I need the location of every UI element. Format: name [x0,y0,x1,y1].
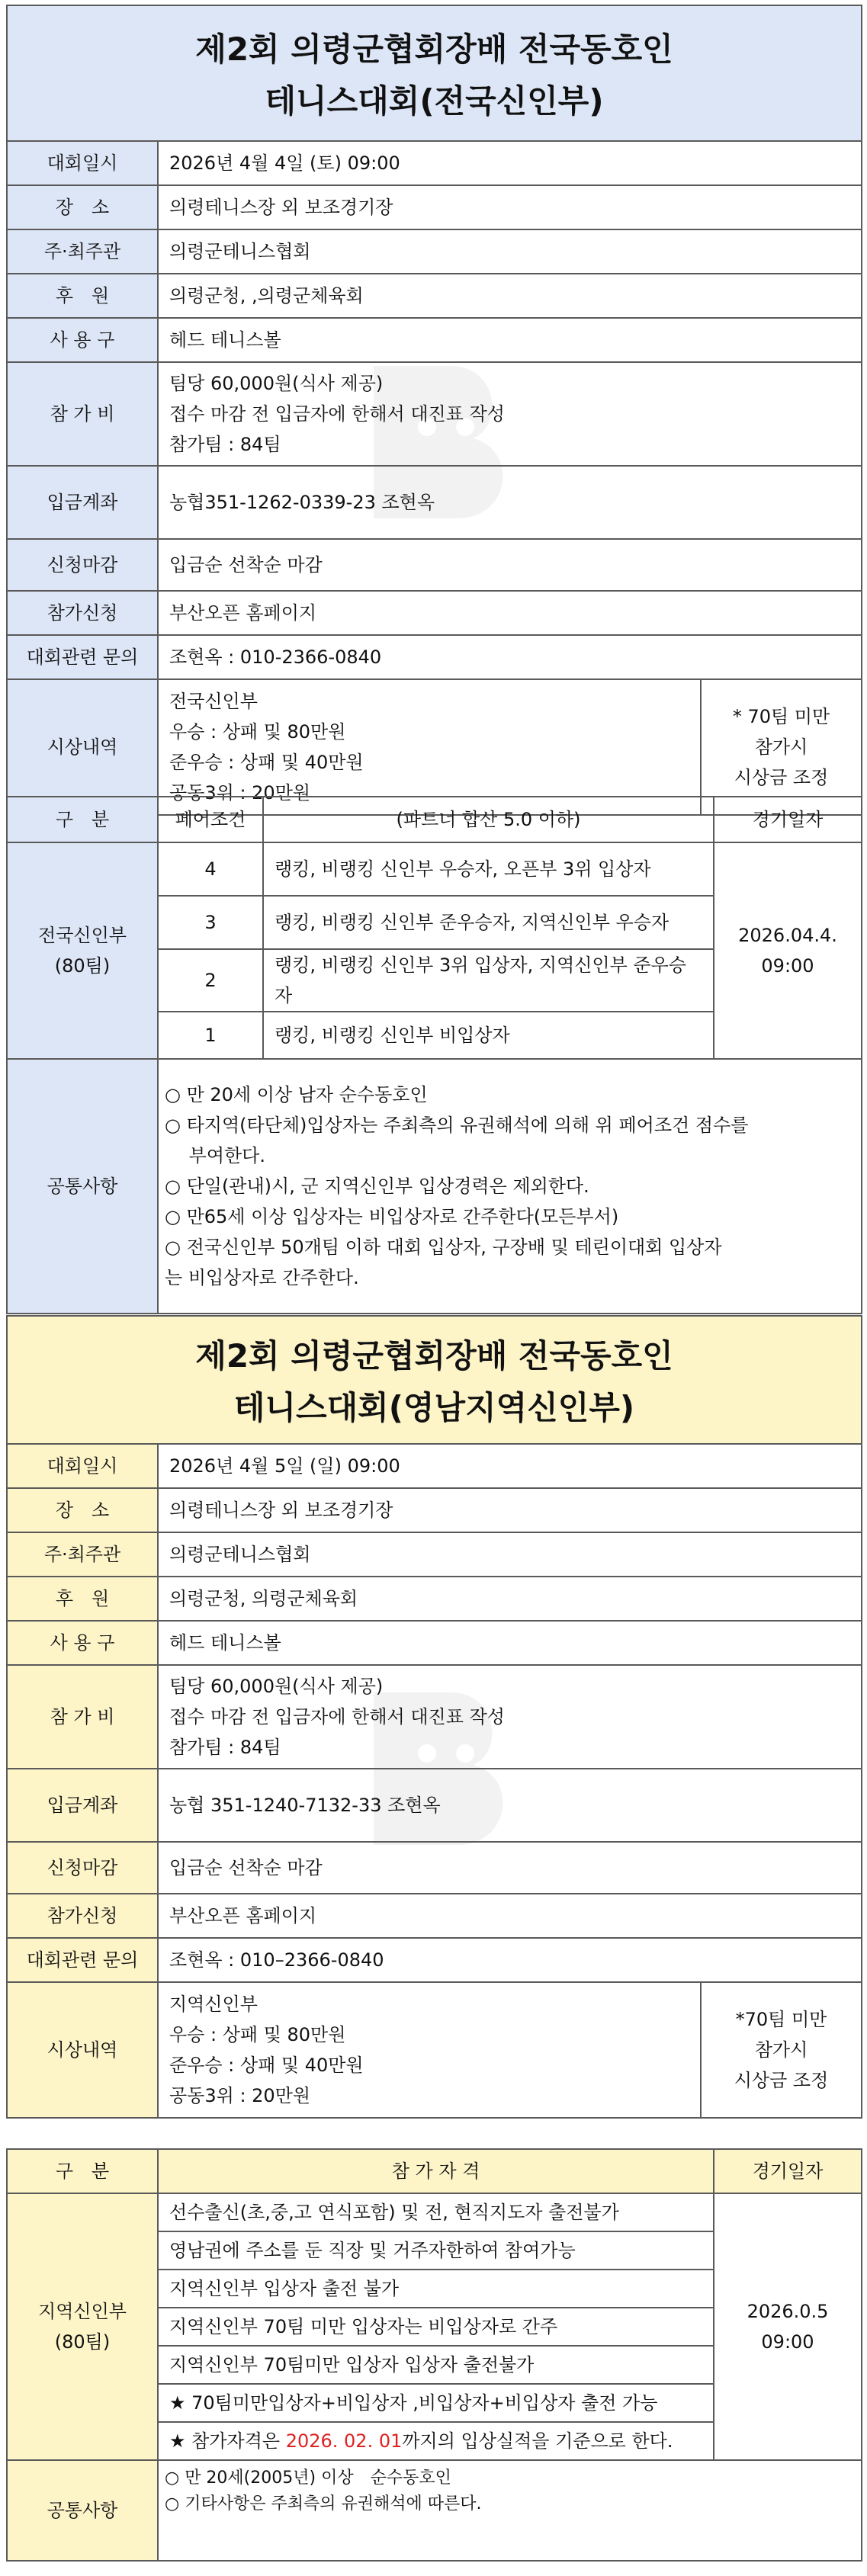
game-time: 09:00 [761,2331,814,2353]
basis-prefix: ★ 참가자격은 [169,2430,286,2452]
qualification-rule: 선수출신(초,중,고 연식포함) 및 전, 현직지도자 출전불가 [158,2193,714,2231]
label-place: 장 소 [7,1488,158,1532]
prize-note-line: 시상금 조정 [734,2070,829,2091]
label-date: 대회일시 [7,141,158,185]
common-note: ○ 단일(관내)시, 군 지역신인부 입상경력은 제외한다. [165,1176,589,1197]
label-apply: 참가신청 [7,591,158,635]
value-prize [158,1982,701,2118]
value-host: 의령군테니스협회 [158,229,862,274]
common-label: 공통사항 [7,2460,158,2561]
value-ball: 헤드 테니스볼 [158,1621,862,1665]
value-fee [158,362,862,466]
common-note: ○ 전국신인부 50개팀 이하 대회 입상자, 구장배 및 테린이대회 입상자 [165,1237,722,1258]
label-contact: 대회관련 문의 [7,1938,158,1982]
division-cell [7,2193,158,2460]
value-apply: 부산오픈 홈페이지 [158,1894,862,1938]
prize-note [701,679,862,815]
header-category: 구 분 [7,797,158,842]
label-fee: 참 가 비 [7,362,158,466]
game-date-cell [714,842,862,1059]
value-host: 의령군테니스협회 [158,1532,862,1577]
prize-line: 준우승 : 상패 및 40만원 [169,752,364,773]
value-account: 농협351-1262-0339-23 조현옥 [158,466,862,539]
header-qualification: 참 가 자 격 [158,2149,714,2193]
common-notes [158,1059,862,1314]
info-table-national [6,5,862,816]
label-host: 주·최주관 [7,229,158,274]
game-time: 09:00 [761,955,814,977]
value-sponsor: 의령군청, 의령군체육회 [158,1577,862,1621]
pair-condition: 랭킹, 비랭킹 신인부 3위 입상자, 지역신인부 준우승자 [263,949,714,1012]
prize-note [701,1982,862,2118]
title-line-2: 테니스대회(영남지역신인부) [233,1389,635,1426]
value-apply: 부산오픈 홈페이지 [158,591,862,635]
value-place: 의령테니스장 외 보조경기장 [158,185,862,229]
qualification-rule: 지역신인부 70팀미만 입상자 입상자 출전불가 [158,2346,714,2384]
label-deadline: 신청마감 [7,1842,158,1894]
value-contact: 조현옥 : 010–2366-0840 [158,1938,862,1982]
prize-line: 우승 : 상패 및 80만원 [169,721,346,743]
division-count: (80팀) [54,955,111,977]
title-line-1: 제2회 의령군협회장배 전국동호인 [195,1337,673,1375]
label-place: 장 소 [7,185,158,229]
header-category: 구 분 [7,2149,158,2193]
page-title [7,5,862,141]
label-deadline: 신청마감 [7,539,158,591]
common-notes [158,2460,862,2561]
prize-note-line: 참가시 [754,2039,808,2061]
qualification-rule: 영남권에 주소를 둔 직장 및 거주자한하여 참여가능 [158,2231,714,2270]
value-fee [158,1665,862,1769]
common-note: ○ 만 20세(2005년) 이상 순수동호인 [165,2469,451,2488]
title-line-1: 제2회 의령군협회장배 전국동호인 [195,30,673,68]
prize-note-line: 시상금 조정 [734,767,829,788]
value-contact: 조현옥 : 010-2366-0840 [158,635,862,679]
qualification-rule: 지역신인부 입상자 출전 불가 [158,2270,714,2308]
value-account: 농협 351-1240-7132-33 조현옥 [158,1769,862,1842]
value-date: 2026년 4월 4일 (토) 09:00 [158,141,862,185]
prize-line: 공동3위 : 20만원 [169,2085,311,2106]
value-date: 2026년 4월 5일 (일) 09:00 [158,1444,862,1488]
qualification-rule: 지역신인부 70팀 미만 입상자는 비입상자로 간주 [158,2308,714,2346]
value-sponsor: 의령군청, ,의령군체육회 [158,274,862,318]
prize-note-line: * 70팀 미만 [732,706,830,727]
game-date: 2026.04.4. [738,925,837,946]
game-date-cell [714,2193,862,2460]
label-account: 입금계좌 [7,466,158,539]
prize-note-line: 참가시 [754,736,808,758]
common-note: 는 비입상자로 간주한다. [165,1267,359,1288]
pair-score: 4 [158,842,263,896]
basis-date: 2026. 02. 01 [285,2430,403,2452]
common-note: ○ 만65세 이상 입상자는 비입상자로 간주한다(모든부서) [165,1206,619,1227]
value-ball: 헤드 테니스볼 [158,318,862,362]
title-line-2: 테니스대회(전국신인부) [265,82,604,120]
common-note: 부여한다. [165,1145,265,1166]
pair-condition-table [6,796,862,1314]
label-ball: 사 용 구 [7,1621,158,1665]
prize-line: 우승 : 상패 및 80만원 [169,2024,346,2045]
common-note: ○ 타지역(타단체)입상자는 주최측의 유권해석에 의해 위 페어조건 점수를 [165,1115,749,1136]
prize-line: 전국신인부 [169,691,258,712]
prize-line: 공동3위 : 20만원 [169,782,311,804]
label-prize: 시상내역 [7,1982,158,2118]
division-count: (80팀) [54,2331,111,2353]
pair-score: 2 [158,949,263,1012]
prize-line: 준우승 : 상패 및 40만원 [169,2055,364,2076]
value-deadline: 입금순 선착순 마감 [158,539,862,591]
division-name: 지역신인부 [38,2301,127,2322]
page-title [7,1316,862,1444]
header-date: 경기일자 [714,797,862,842]
qualification-rule-basis [158,2422,714,2460]
qualification-rule: ★ 70팀미만입상자+비입상자 ,비입상자+비입상자 출전 가능 [158,2384,714,2422]
label-sponsor: 후 원 [7,1577,158,1621]
label-contact: 대회관련 문의 [7,635,158,679]
label-account: 입금계좌 [7,1769,158,1842]
info-table-regional [6,1315,862,2119]
value-prize [158,679,701,815]
label-ball: 사 용 구 [7,318,158,362]
common-note: ○ 기타사항은 주최측의 유권해석에 따른다. [165,2494,482,2513]
division-cell [7,842,158,1059]
value-deadline: 입금순 선착순 마감 [158,1842,862,1894]
fee-line: 접수 마감 전 입금자에 한해서 대진표 작성 [169,1706,505,1727]
common-note: ○ 만 20세 이상 남자 순수동호인 [165,1084,428,1105]
pair-score: 1 [158,1012,263,1059]
header-condition: (파트너 합산 5.0 이하) [263,797,714,842]
header-pair: 페어조건 [158,797,263,842]
pair-score: 3 [158,896,263,949]
prize-note-line: *70팀 미만 [735,2009,827,2030]
fee-line: 팀당 60,000원(식사 제공) [169,1676,384,1697]
game-date: 2026.0.5 [747,2301,829,2322]
label-host: 주·최주관 [7,1532,158,1577]
label-apply: 참가신청 [7,1894,158,1938]
value-place: 의령테니스장 외 보조경기장 [158,1488,862,1532]
pair-condition: 랭킹, 비랭킹 신인부 비입상자 [263,1012,714,1059]
qualification-table [6,2148,862,2562]
division-name: 전국신인부 [38,925,127,946]
fee-line: 참가팀 : 84팀 [169,1737,281,1758]
pair-condition: 랭킹, 비랭킹 신인부 준우승자, 지역신인부 우승자 [263,896,714,949]
basis-suffix: 까지의 입상실적을 기준으로 한다. [402,2430,673,2452]
label-fee: 참 가 비 [7,1665,158,1769]
common-label: 공통사항 [7,1059,158,1314]
header-date: 경기일자 [714,2149,862,2193]
label-date: 대회일시 [7,1444,158,1488]
prize-line: 지역신인부 [169,1994,258,2015]
label-prize: 시상내역 [7,679,158,815]
fee-line: 팀당 60,000원(식사 제공) [169,373,384,394]
fee-line: 참가팀 : 84팀 [169,434,281,455]
label-sponsor: 후 원 [7,274,158,318]
pair-condition: 랭킹, 비랭킹 신인부 우승자, 오픈부 3위 입상자 [263,842,714,896]
fee-line: 접수 마감 전 입금자에 한해서 대진표 작성 [169,403,505,425]
